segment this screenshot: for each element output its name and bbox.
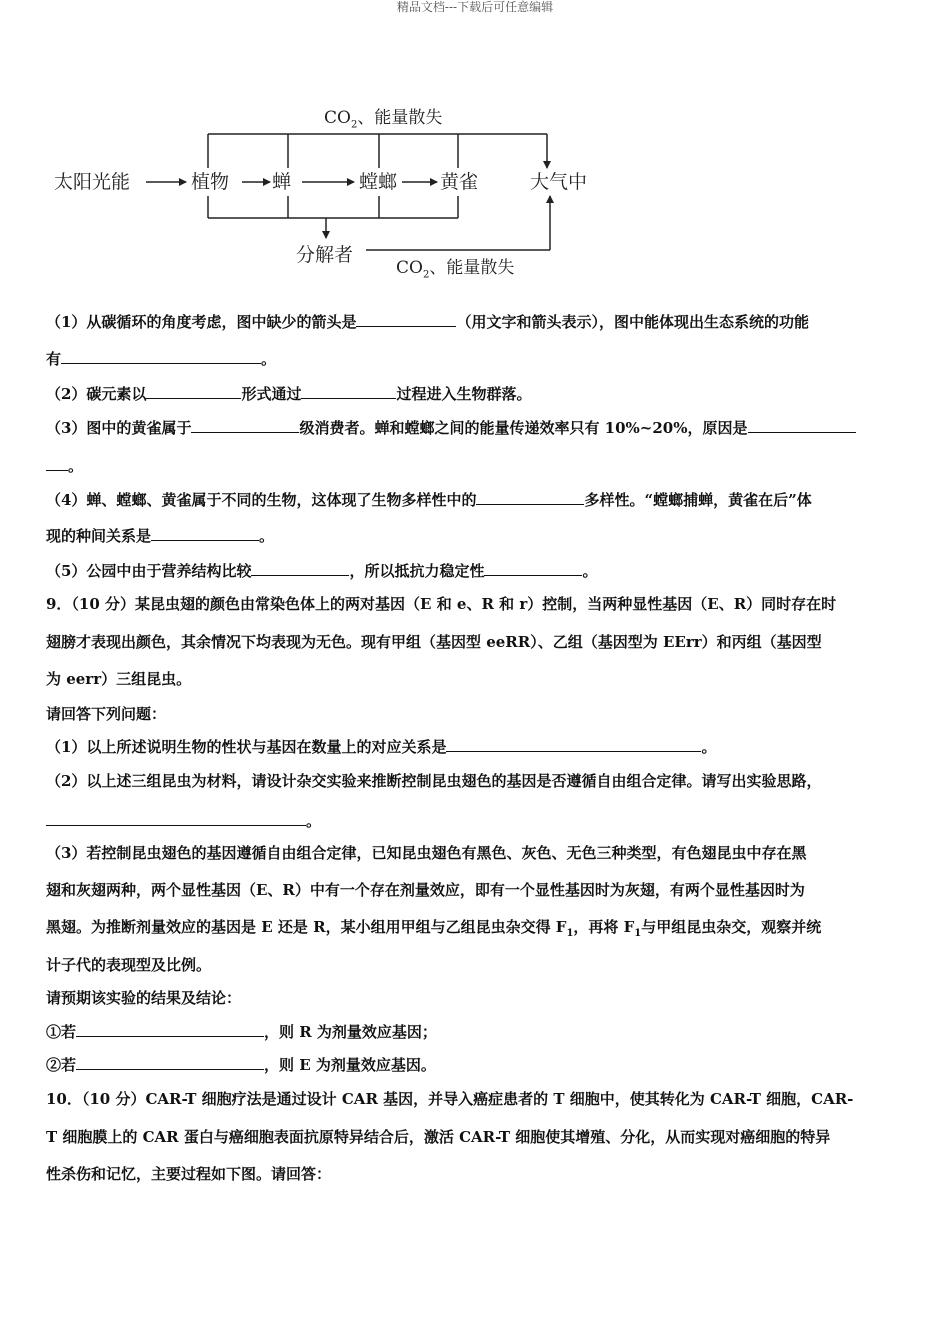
question-9-3-prompt: 请预期该实验的结果及结论： bbox=[46, 989, 242, 1007]
node-sunlight: 太阳光能 bbox=[54, 171, 131, 193]
question-9-2-line-2: 。 bbox=[46, 810, 321, 831]
answer-blank bbox=[484, 560, 582, 576]
question-9-3-line-4: 计子代的表现型及比例。 bbox=[46, 956, 212, 974]
question-8-3-line-1: （3）图中的黄雀属于 级消费者。蝉和螳螂之间的能量传递效率只有 10%~20%，原因是 bbox=[46, 417, 856, 438]
question-8-3-line-2: 。 bbox=[46, 455, 83, 476]
question-8-4-line-1: （4）蝉、螳螂、黄雀属于不同的生物，这体现了生物多样性中的 多样性。“螳螂捕蝉，黄雀在后”体 bbox=[46, 491, 812, 509]
node-atmosphere: 大气中 bbox=[530, 171, 588, 193]
question-9-3-line-1: （3）若控制昆虫翅色的基因遵循自由组合定律，已知昆虫翅色有黑色、灰色、无色三种类型，有色翅昆虫中存在黑 bbox=[46, 844, 807, 862]
answer-blank bbox=[446, 736, 701, 752]
co2-energy-loss-label-bottom: $CO_2$、能量散失 bbox=[396, 258, 515, 281]
question-8-4-line-2: 现的种间关系是 。 bbox=[46, 527, 275, 545]
question-9-3-result-1: ①若 ，则 R 为剂量效应基因； bbox=[46, 1023, 437, 1041]
node-cicada: 蝉 bbox=[272, 171, 292, 193]
question-9-3-result-2: ②若 ，则 E 为剂量效应基因。 bbox=[46, 1056, 436, 1074]
question-9-2-line-1: （2）以上述三组昆虫为材料，请设计杂交实验来推断控制昆虫翅色的基因是否遵循自由组合定律。请写出实验思路， bbox=[46, 772, 822, 790]
co2-energy-loss-label-top: $CO_2$、能量散失 bbox=[324, 108, 443, 131]
answer-blank bbox=[146, 383, 241, 399]
answer-blank bbox=[151, 525, 259, 541]
question-9-3-line-3: 黑翅。为推断剂量效应的基因是 E 还是 R，某小组用甲组与乙组昆虫杂交得 $F_1$，再将 $F_1$与甲组昆虫杂交，观察并统 bbox=[46, 918, 822, 939]
answer-blank bbox=[61, 348, 261, 364]
question-9-stem-line-1: 9．（10 分）某昆虫翅的颜色由常染色体上的两对基因（E 和 e、R 和 r）控制，当两种显性基因（E、R）同时存在时 bbox=[46, 595, 837, 613]
node-plant: 植物 bbox=[191, 171, 230, 193]
question-10-stem-line-1: 10．（10 分）CAR-T 细胞疗法是通过设计 CAR 基因，并导入癌症患者的 T 细胞中，使其转化为 CAR-T 细胞，CAR- bbox=[46, 1090, 854, 1108]
answer-blank bbox=[251, 560, 349, 576]
answer-blank bbox=[46, 455, 68, 471]
page-header: 精品文档---下载后可任意编辑 bbox=[396, 0, 554, 14]
question-8-1-line-2: 有 。 bbox=[46, 350, 277, 368]
answer-blank bbox=[191, 417, 299, 433]
question-9-stem-line-2: 翅膀才表现出颜色，其余情况下均表现为无色。现有甲组（基因型 eeRR）、乙组（基因型为 EErr）和丙组（基因型 bbox=[46, 633, 822, 651]
answer-blank bbox=[748, 417, 856, 433]
question-8-1-line-1: （1）从碳循环的角度考虑，图中缺少的箭头是 （用文字和箭头表示），图中能体现出生态系统的功能 bbox=[46, 313, 809, 331]
question-9-stem-line-3: 为 eerr）三组昆虫。 bbox=[46, 670, 192, 688]
question-9-1: （1）以上所述说明生物的性状与基因在数量上的对应关系是 。 bbox=[46, 738, 717, 756]
answer-blank bbox=[356, 311, 456, 327]
question-10-stem-line-2: T 细胞膜上的 CAR 蛋白与癌细胞表面抗原特异结合后，激活 CAR-T 细胞使其增殖、分化，从而实现对癌细胞的特异 bbox=[46, 1128, 831, 1146]
answer-blank bbox=[476, 489, 584, 505]
answer-blank bbox=[46, 810, 306, 826]
question-9-prompt: 请回答下列问题： bbox=[46, 705, 167, 723]
question-8-2: （2）碳元素以 形式通过 过程进入生物群落。 bbox=[46, 385, 532, 403]
node-decomposer: 分解者 bbox=[296, 244, 354, 266]
question-10-stem-line-3: 性杀伤和记忆，主要过程如下图。请回答： bbox=[46, 1165, 332, 1183]
answer-blank bbox=[76, 1054, 264, 1070]
node-mantis: 螳螂 bbox=[359, 171, 398, 193]
answer-blank bbox=[76, 1021, 264, 1037]
node-oriole: 黄雀 bbox=[440, 171, 479, 193]
answer-blank bbox=[301, 383, 396, 399]
question-9-3-line-2: 翅和灰翅两种，两个显性基因（E、R）中有一个存在剂量效应，即有一个显性基因时为灰翅，有两个显性基因时为 bbox=[46, 881, 805, 899]
question-8-5: （5）公园中由于营养结构比较 ，所以抵抗力稳定性 。 bbox=[46, 562, 598, 580]
food-chain-diagram bbox=[40, 100, 660, 290]
